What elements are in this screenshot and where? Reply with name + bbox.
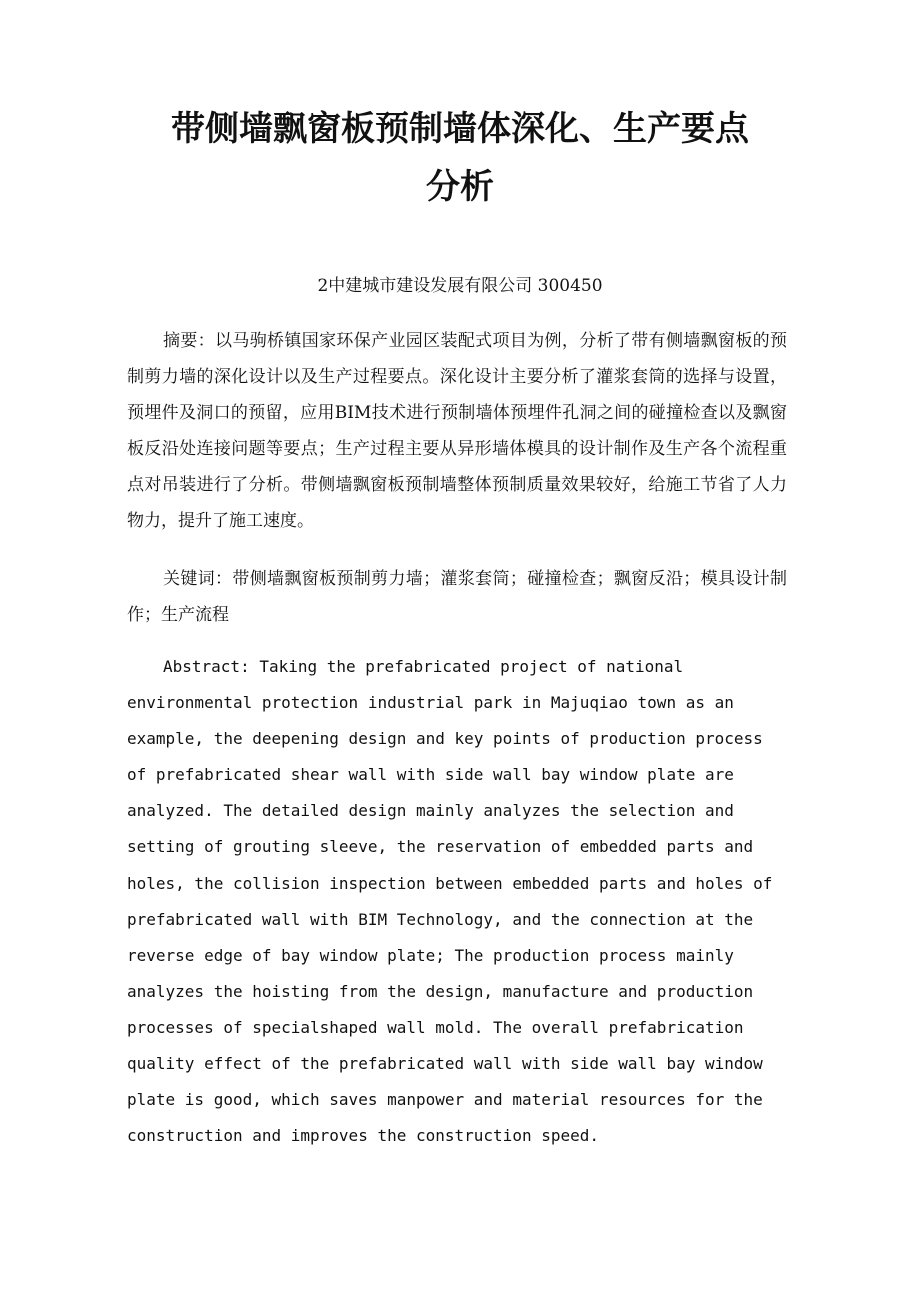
keywords: 关键词：带侧墙飘窗板预制剪力墙；灌浆套筒；碰撞检查；飘窗反沿；模具设计制作；生产流程	[127, 569, 787, 625]
title-line-2: 分析	[426, 167, 494, 207]
author-affiliation: 2中建城市建设发展有限公司 300450	[317, 276, 603, 296]
paper-title	[100, 100, 820, 216]
abstract-chinese: 摘要：以马驹桥镇国家环保产业园区装配式项目为例，分析了带有侧墙飘窗板的预制剪力墙的深化设计以及生产过程要点。深化设计主要分析了灌浆套筒的选择与设置，预埋件及洞口的预留，应用BIM技术进行预制墙体预埋件孔洞之间的碰撞检查以及飘窗板反沿处连接问题等要点；生产过程主要从异形墙体模具的设计制作及生产各个流程重点对吊装进行了分析。带侧墙飘窗板预制墙整体预制质量效果较好，给施工节省了人力物力，提升了施工速度。	[127, 331, 787, 531]
title-line-1: 带侧墙飘窗板预制墙体深化、生产要点	[171, 109, 749, 149]
abstract-english: Abstract: Taking the prefabricated project of national environmental protection industrial park in Majuqiao town as an example, the deepening design and key points of production process of prefabricated shear wall with side wall bay window plate are analyzed. The detailed design mainly analyzes the selection and setting of grouting sleeve, the reservation of embedded parts and holes, the collision inspection between embedded parts and holes of prefabricated wall with BIM Technology, and the connection at the reverse edge of bay window plate; The production process mainly analyzes the hoisting from the design, manufacture and production processes of specialshaped wall mold. The overall prefabrication quality effect of the prefabricated wall with side wall bay window plate is good, which saves manpower and material resources for the construction and improves the construction speed.	[127, 657, 773, 1146]
